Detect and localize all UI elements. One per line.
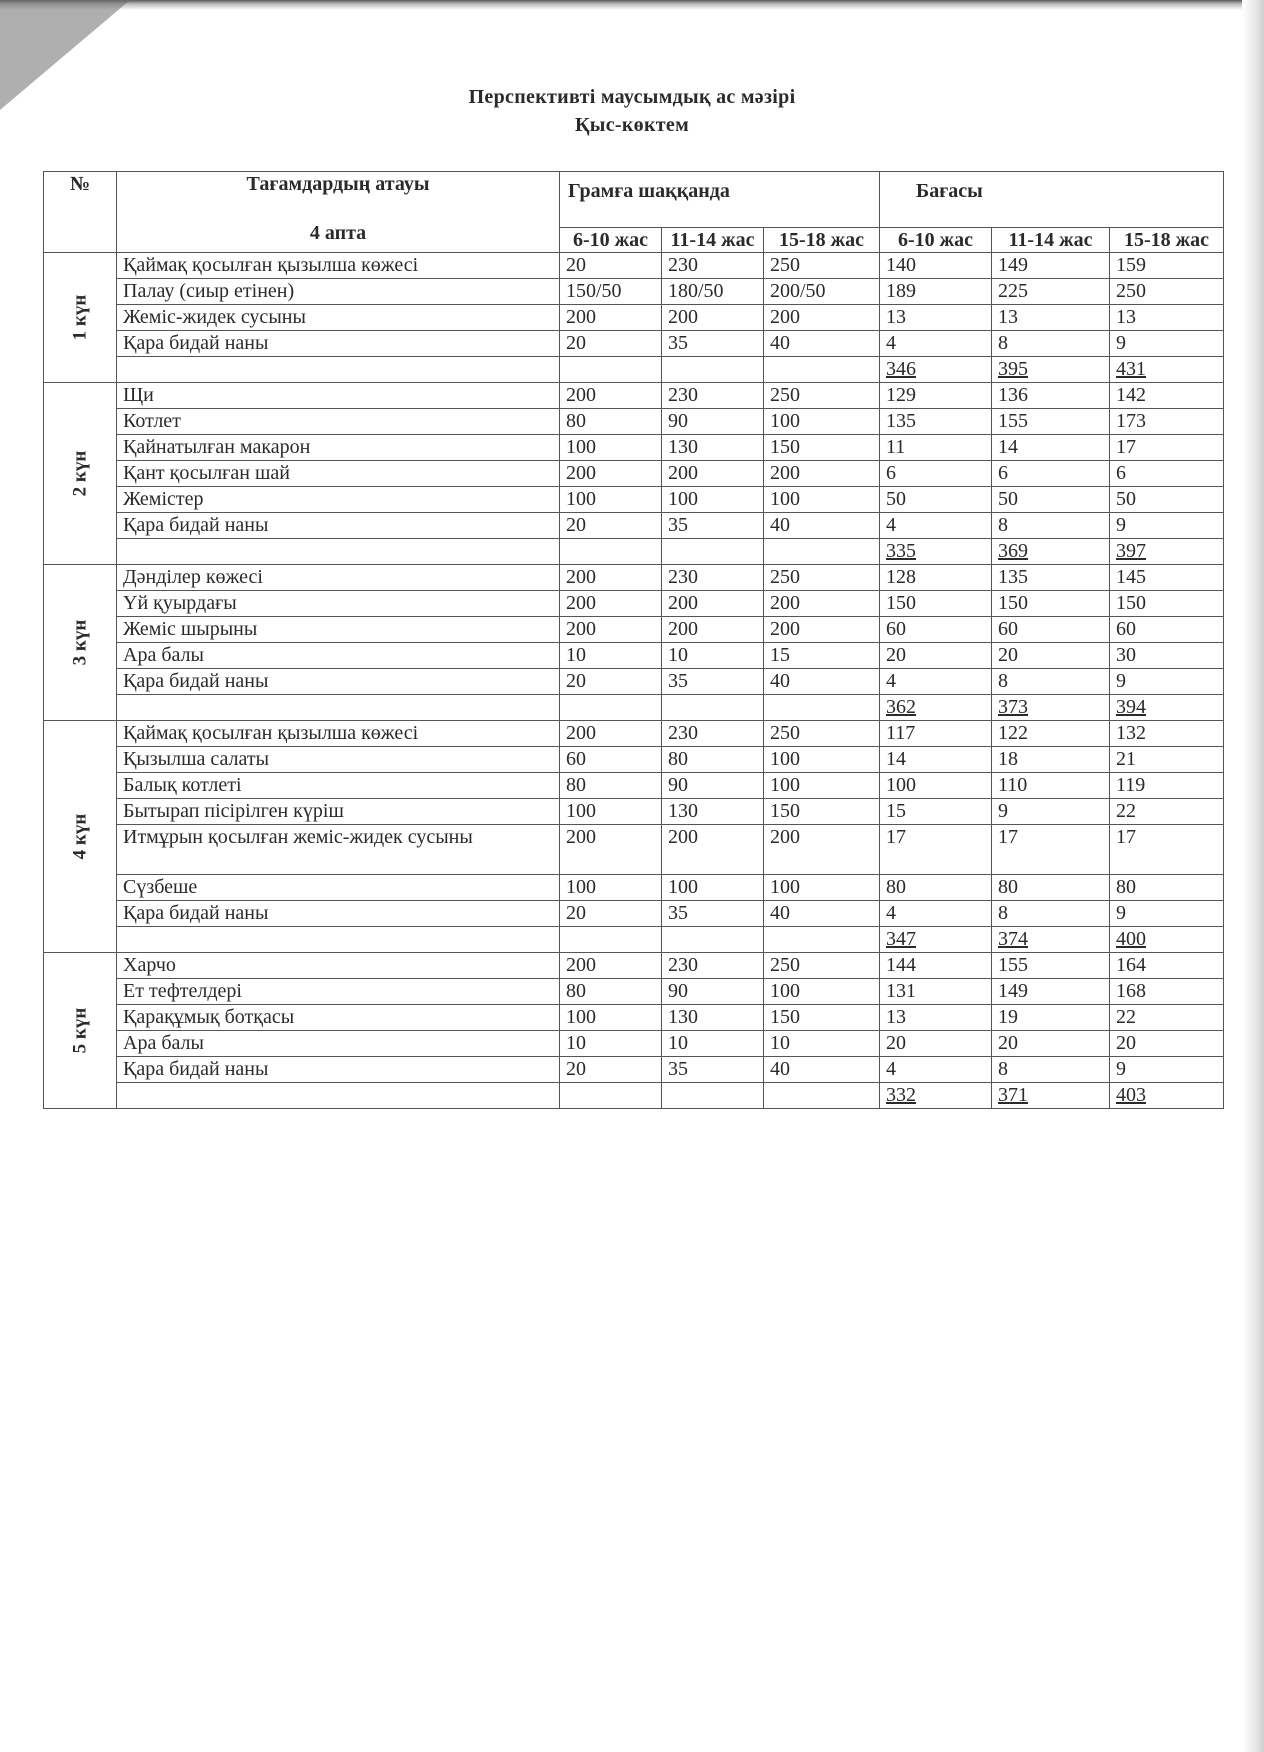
- empty-cell: [560, 1083, 662, 1109]
- price-value: 50: [1110, 487, 1224, 513]
- grams-value: 150: [764, 799, 880, 825]
- empty-cell: [764, 357, 880, 383]
- price-value: 173: [1110, 409, 1224, 435]
- price-value: 159: [1110, 253, 1224, 279]
- price-value: 131: [880, 979, 992, 1005]
- price-value: 60: [1110, 617, 1224, 643]
- grams-value: 100: [560, 799, 662, 825]
- grams-value: 40: [764, 513, 880, 539]
- price-value: 128: [880, 565, 992, 591]
- price-value: 4: [880, 901, 992, 927]
- price-value: 168: [1110, 979, 1224, 1005]
- price-value: 9: [1110, 513, 1224, 539]
- empty-cell: [662, 357, 764, 383]
- day-total-row: [44, 357, 1224, 383]
- table-row: [44, 591, 1224, 617]
- day-label-cell: [44, 383, 117, 565]
- grams-value: 100: [764, 773, 880, 799]
- grams-value: 200: [764, 305, 880, 331]
- price-value: 13: [880, 1005, 992, 1031]
- day-total-row: [44, 927, 1224, 953]
- price-value: 4: [880, 331, 992, 357]
- grams-value: 250: [764, 721, 880, 747]
- dish-name: Бытырап пісірілген күріш: [117, 799, 560, 825]
- table-row: [44, 953, 1224, 979]
- price-value: 135: [992, 565, 1110, 591]
- price-value: 8: [992, 513, 1110, 539]
- grams-value: 20: [560, 901, 662, 927]
- grams-value: 250: [764, 253, 880, 279]
- price-value: 17: [992, 825, 1110, 875]
- empty-cell: [764, 539, 880, 565]
- price-value: 100: [880, 773, 992, 799]
- table-row: [44, 901, 1224, 927]
- price-value: 21: [1110, 747, 1224, 773]
- grams-value: 200: [764, 617, 880, 643]
- grams-value: 200/50: [764, 279, 880, 305]
- age-header: 11-14 жас: [662, 228, 764, 253]
- dish-name: Ет тефтелдері: [117, 979, 560, 1005]
- day-label-cell: [44, 953, 117, 1109]
- dish-name: Қара бидай наны: [117, 901, 560, 927]
- price-value: 13: [1110, 305, 1224, 331]
- grams-value: 200: [764, 461, 880, 487]
- grams-value: 40: [764, 669, 880, 695]
- table-row: [44, 979, 1224, 1005]
- table-row: [44, 875, 1224, 901]
- price-value: 20: [880, 1031, 992, 1057]
- price-value: 149: [992, 979, 1110, 1005]
- grams-value: 200: [560, 461, 662, 487]
- empty-cell: [662, 1083, 764, 1109]
- grams-value: 200: [764, 591, 880, 617]
- age-header: 15-18 жас: [764, 228, 880, 253]
- table-row: [44, 721, 1224, 747]
- grams-value: 90: [662, 773, 764, 799]
- grams-value: 200: [662, 825, 764, 875]
- price-value: 17: [880, 825, 992, 875]
- price-value: 132: [1110, 721, 1224, 747]
- price-value: 30: [1110, 643, 1224, 669]
- grams-value: 130: [662, 799, 764, 825]
- day-total-value: 335: [880, 539, 992, 565]
- grams-value: 20: [560, 513, 662, 539]
- dish-name: Қара бидай наны: [117, 513, 560, 539]
- price-value: 4: [880, 1057, 992, 1083]
- price-value: 129: [880, 383, 992, 409]
- grams-value: 180/50: [662, 279, 764, 305]
- grams-value: 80: [560, 409, 662, 435]
- price-value: 250: [1110, 279, 1224, 305]
- grams-value: 100: [560, 875, 662, 901]
- price-value: 144: [880, 953, 992, 979]
- title-block: [0, 83, 1264, 139]
- grams-value: 200: [560, 953, 662, 979]
- grams-value: 40: [764, 1057, 880, 1083]
- price-value: 9: [1110, 669, 1224, 695]
- empty-cell: [764, 695, 880, 721]
- day-label: 1 күн: [69, 294, 91, 341]
- price-value: 20: [992, 643, 1110, 669]
- empty-cell: [117, 695, 560, 721]
- empty-cell: [560, 357, 662, 383]
- table-row: [44, 643, 1224, 669]
- grams-value: 20: [560, 1057, 662, 1083]
- price-value: 6: [1110, 461, 1224, 487]
- dish-name: Дәнділер көжесі: [117, 565, 560, 591]
- grams-value: 200: [560, 825, 662, 875]
- price-value: 6: [880, 461, 992, 487]
- grams-value: 200: [560, 305, 662, 331]
- grams-value: 35: [662, 331, 764, 357]
- table-row: [44, 461, 1224, 487]
- grams-value: 200: [662, 305, 764, 331]
- grams-value: 100: [764, 409, 880, 435]
- day-total-value: 403: [1110, 1083, 1224, 1109]
- scan-top-edge: [0, 0, 1264, 10]
- table-row: [44, 773, 1224, 799]
- dish-name: Палау (сиыр етінен): [117, 279, 560, 305]
- grams-value: 15: [764, 643, 880, 669]
- dish-name: Ара балы: [117, 643, 560, 669]
- dish-name: Итмұрын қосылған жеміс-жидек сусыны: [117, 825, 560, 875]
- price-value: 22: [1110, 1005, 1224, 1031]
- price-value: 50: [880, 487, 992, 513]
- grams-value: 230: [662, 565, 764, 591]
- table-row: [44, 617, 1224, 643]
- price-value: 60: [880, 617, 992, 643]
- empty-cell: [662, 539, 764, 565]
- price-value: 13: [880, 305, 992, 331]
- empty-cell: [560, 695, 662, 721]
- price-value: 17: [1110, 435, 1224, 461]
- page-subtitle: Қыс-көктем: [574, 114, 690, 136]
- grams-value: 90: [662, 979, 764, 1005]
- price-value: 60: [992, 617, 1110, 643]
- grams-value: 150: [764, 1005, 880, 1031]
- day-total-value: 371: [992, 1083, 1110, 1109]
- empty-cell: [764, 927, 880, 953]
- price-value: 80: [1110, 875, 1224, 901]
- day-total-value: 373: [992, 695, 1110, 721]
- price-value: 8: [992, 331, 1110, 357]
- grams-value: 100: [662, 487, 764, 513]
- grams-value: 200: [560, 591, 662, 617]
- day-total-row: [44, 539, 1224, 565]
- price-value: 110: [992, 773, 1110, 799]
- price-value: 4: [880, 513, 992, 539]
- price-value: 22: [1110, 799, 1224, 825]
- day-total-value: 332: [880, 1083, 992, 1109]
- grams-value: 200: [560, 721, 662, 747]
- grams-value: 80: [662, 747, 764, 773]
- price-value: 20: [992, 1031, 1110, 1057]
- grams-value: 35: [662, 513, 764, 539]
- header-week: 4 апта: [309, 222, 367, 244]
- table-row: [44, 1005, 1224, 1031]
- age-header: 6-10 жас: [880, 228, 992, 253]
- grams-value: 10: [764, 1031, 880, 1057]
- price-value: 164: [1110, 953, 1224, 979]
- grams-value: 100: [764, 747, 880, 773]
- grams-value: 100: [764, 487, 880, 513]
- grams-value: 10: [662, 1031, 764, 1057]
- empty-cell: [662, 927, 764, 953]
- empty-cell: [662, 695, 764, 721]
- price-value: 13: [992, 305, 1110, 331]
- day-total-value: 346: [880, 357, 992, 383]
- price-value: 117: [880, 721, 992, 747]
- day-total-value: 394: [1110, 695, 1224, 721]
- grams-value: 100: [764, 875, 880, 901]
- day-total-value: 347: [880, 927, 992, 953]
- table-row: [44, 747, 1224, 773]
- price-value: 11: [880, 435, 992, 461]
- table-row: [44, 331, 1224, 357]
- table-row: [44, 799, 1224, 825]
- grams-value: 200: [662, 617, 764, 643]
- day-total-value: 369: [992, 539, 1110, 565]
- day-total-row: [44, 695, 1224, 721]
- dish-name: Ара балы: [117, 1031, 560, 1057]
- grams-value: 250: [764, 953, 880, 979]
- price-value: 119: [1110, 773, 1224, 799]
- dish-name: Қаймақ қосылған қызылша көжесі: [117, 721, 560, 747]
- price-value: 9: [1110, 1057, 1224, 1083]
- price-value: 6: [992, 461, 1110, 487]
- grams-value: 100: [560, 487, 662, 513]
- dish-name: Қант қосылған шай: [117, 461, 560, 487]
- price-value: 122: [992, 721, 1110, 747]
- day-label-cell: [44, 565, 117, 721]
- grams-value: 100: [662, 875, 764, 901]
- price-value: 136: [992, 383, 1110, 409]
- dish-name: Котлет: [117, 409, 560, 435]
- day-label: 4 күн: [69, 813, 91, 860]
- grams-value: 40: [764, 901, 880, 927]
- grams-value: 60: [560, 747, 662, 773]
- grams-value: 20: [560, 669, 662, 695]
- dish-name: Қара бидай наны: [117, 1057, 560, 1083]
- table-row: [44, 253, 1224, 279]
- grams-value: 35: [662, 901, 764, 927]
- day-label-cell: [44, 721, 117, 953]
- table-row: [44, 1057, 1224, 1083]
- grams-value: 35: [662, 669, 764, 695]
- price-value: 135: [880, 409, 992, 435]
- price-value: 150: [880, 591, 992, 617]
- day-label-cell: [44, 253, 117, 383]
- grams-value: 200: [662, 591, 764, 617]
- empty-cell: [560, 927, 662, 953]
- dish-name: Қызылша салаты: [117, 747, 560, 773]
- header-grams: Грамға шаққанда: [560, 172, 880, 228]
- grams-value: 10: [560, 1031, 662, 1057]
- table-row: [44, 409, 1224, 435]
- grams-value: 230: [662, 721, 764, 747]
- grams-value: 200: [560, 617, 662, 643]
- dish-name: Харчо: [117, 953, 560, 979]
- dish-name: Қара бидай наны: [117, 669, 560, 695]
- header-price: Бағасы: [880, 172, 1224, 228]
- grams-value: 230: [662, 953, 764, 979]
- dish-name: Сүзбеше: [117, 875, 560, 901]
- dish-name: Қаймақ қосылған қызылша көжесі: [117, 253, 560, 279]
- grams-value: 10: [560, 643, 662, 669]
- table-body: [44, 253, 1224, 1109]
- price-value: 149: [992, 253, 1110, 279]
- price-value: 14: [880, 747, 992, 773]
- dish-name: Қарақұмық ботқасы: [117, 1005, 560, 1031]
- price-value: 18: [992, 747, 1110, 773]
- grams-value: 200: [662, 461, 764, 487]
- price-value: 150: [992, 591, 1110, 617]
- grams-value: 100: [560, 435, 662, 461]
- price-value: 20: [1110, 1031, 1224, 1057]
- grams-value: 40: [764, 331, 880, 357]
- dish-name: Қара бидай наны: [117, 331, 560, 357]
- header-dish-name: [117, 172, 560, 253]
- empty-cell: [117, 357, 560, 383]
- grams-value: 250: [764, 565, 880, 591]
- grams-value: 200: [560, 565, 662, 591]
- price-value: 8: [992, 901, 1110, 927]
- grams-value: 230: [662, 383, 764, 409]
- table-row: [44, 383, 1224, 409]
- price-value: 142: [1110, 383, 1224, 409]
- menu-table: [43, 171, 1224, 1109]
- empty-cell: [117, 539, 560, 565]
- age-header: 11-14 жас: [992, 228, 1110, 253]
- page-title: Перспективті маусымдық ас мәзірі: [468, 86, 796, 108]
- dish-name: Жемістер: [117, 487, 560, 513]
- grams-value: 35: [662, 1057, 764, 1083]
- table-row: [44, 279, 1224, 305]
- day-label: 5 күн: [69, 1007, 91, 1054]
- table-header: [44, 172, 1224, 253]
- table-row: [44, 825, 1224, 875]
- price-value: 4: [880, 669, 992, 695]
- table-row: [44, 305, 1224, 331]
- price-value: 145: [1110, 565, 1224, 591]
- day-total-value: 374: [992, 927, 1110, 953]
- price-value: 140: [880, 253, 992, 279]
- table-row: [44, 1031, 1224, 1057]
- age-header: 15-18 жас: [1110, 228, 1224, 253]
- grams-value: 200: [560, 383, 662, 409]
- price-value: 17: [1110, 825, 1224, 875]
- day-total-value: 400: [1110, 927, 1224, 953]
- price-value: 50: [992, 487, 1110, 513]
- grams-value: 250: [764, 383, 880, 409]
- price-value: 9: [1110, 901, 1224, 927]
- empty-cell: [117, 927, 560, 953]
- grams-value: 200: [764, 825, 880, 875]
- table-row: [44, 435, 1224, 461]
- grams-value: 20: [560, 253, 662, 279]
- grams-value: 80: [560, 773, 662, 799]
- grams-value: 80: [560, 979, 662, 1005]
- price-value: 15: [880, 799, 992, 825]
- day-total-row: [44, 1083, 1224, 1109]
- dish-name: Үй қуырдағы: [117, 591, 560, 617]
- dish-name: Жеміс-жидек сусыны: [117, 305, 560, 331]
- day-total-value: 431: [1110, 357, 1224, 383]
- grams-value: 130: [662, 1005, 764, 1031]
- day-total-value: 397: [1110, 539, 1224, 565]
- grams-value: 100: [560, 1005, 662, 1031]
- price-value: 9: [992, 799, 1110, 825]
- dish-name: Балық котлеті: [117, 773, 560, 799]
- day-total-value: 395: [992, 357, 1110, 383]
- price-value: 80: [880, 875, 992, 901]
- price-value: 8: [992, 669, 1110, 695]
- price-value: 155: [992, 409, 1110, 435]
- table-row: [44, 487, 1224, 513]
- price-value: 189: [880, 279, 992, 305]
- price-value: 14: [992, 435, 1110, 461]
- table-row: [44, 513, 1224, 539]
- grams-value: 90: [662, 409, 764, 435]
- dish-name: Жеміс шырыны: [117, 617, 560, 643]
- dish-name: Қайнатылған макарон: [117, 435, 560, 461]
- age-header: 6-10 жас: [560, 228, 662, 253]
- price-value: 150: [1110, 591, 1224, 617]
- scan-right-edge: [1242, 0, 1264, 1752]
- table-row: [44, 669, 1224, 695]
- grams-value: 100: [764, 979, 880, 1005]
- price-value: 225: [992, 279, 1110, 305]
- table-row: [44, 565, 1224, 591]
- day-label: 3 күн: [69, 619, 91, 666]
- grams-value: 20: [560, 331, 662, 357]
- grams-value: 10: [662, 643, 764, 669]
- empty-cell: [764, 1083, 880, 1109]
- day-total-value: 362: [880, 695, 992, 721]
- day-label: 2 күн: [69, 450, 91, 497]
- header-number: №: [44, 172, 117, 253]
- price-value: 19: [992, 1005, 1110, 1031]
- price-value: 80: [992, 875, 1110, 901]
- dish-name: Щи: [117, 383, 560, 409]
- header-dish-name-label: Тағамдардың атауы: [246, 173, 430, 195]
- price-value: 9: [1110, 331, 1224, 357]
- price-value: 8: [992, 1057, 1110, 1083]
- grams-value: 230: [662, 253, 764, 279]
- price-value: 20: [880, 643, 992, 669]
- grams-value: 150: [764, 435, 880, 461]
- empty-cell: [560, 539, 662, 565]
- grams-value: 130: [662, 435, 764, 461]
- empty-cell: [117, 1083, 560, 1109]
- grams-value: 150/50: [560, 279, 662, 305]
- price-value: 155: [992, 953, 1110, 979]
